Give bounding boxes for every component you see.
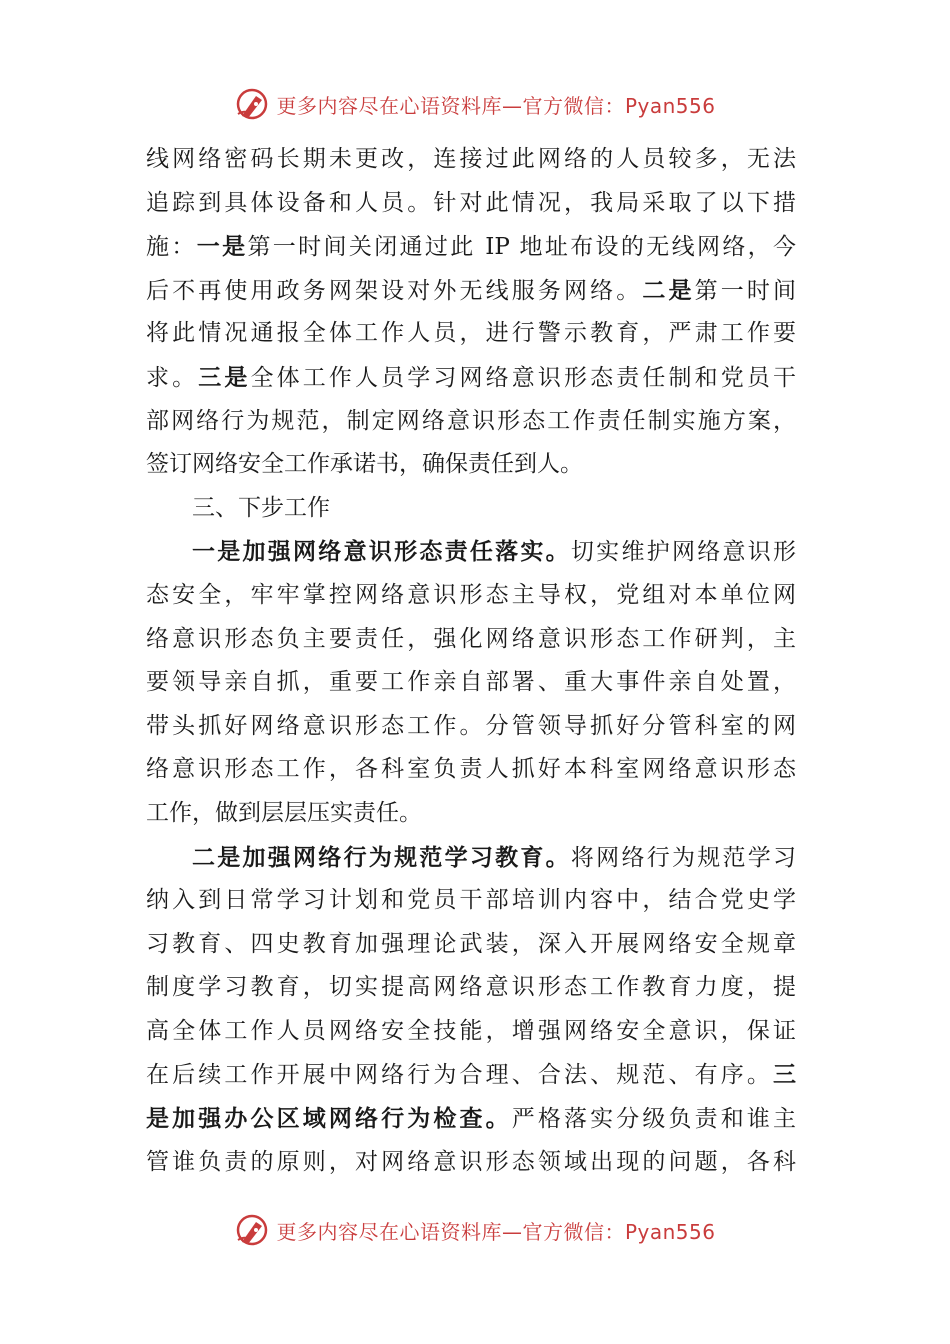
text-line: 工作，做到层层压实责任。 (146, 799, 422, 826)
watermark-text: 更多内容尽在心语资料库—官方微信：Pyan556 (276, 1219, 716, 1244)
text-line: 将此情况通报全体工作人员，进行警示教育，严肃工作要 (146, 320, 796, 347)
text-line: 高全体工作人员网络安全技能，增强网络安全意识，保证 (146, 1017, 796, 1044)
text-line: 要领导亲自抓，重要工作亲自部署、重大事件亲自处置， (146, 669, 796, 696)
text-line: 制度学习教育，切实提高网络意识形态工作教育力度，提 (146, 974, 796, 1001)
text-line: 线网络密码长期未更改，连接过此网络的人员较多，无法 (146, 146, 796, 172)
text-line: 后不再使用政务网架设对外无线服务网络。二是第一时间 (146, 276, 796, 304)
text-line: 二是加强网络行为规范学习教育。将网络行为规范学习 (192, 843, 797, 871)
text-line: 求。三是全体工作人员学习网络意识形态责任制和党员干 (146, 363, 796, 391)
text-line: 追踪到具体设备和人员。针对此情况，我局采取了以下措 (146, 189, 796, 216)
text-line: 带头抓好网络意识形态工作。分管领导抓好分管科室的网 (146, 712, 796, 739)
section-heading: 三、下步工作 (192, 494, 330, 521)
text-line: 管谁负责的原则，对网络意识形态领域出现的问题，各科 (146, 1148, 796, 1175)
text-line: 络意识形态负主要责任，强化网络意识形态工作研判，主 (146, 625, 796, 652)
pen-nib-logo-icon (234, 86, 270, 122)
text-line: 络意识形态工作，各科室负责人抓好本科室网络意识形态 (146, 756, 796, 783)
text-line: 签订网络安全工作承诺书，确保责任到人。 (146, 451, 583, 478)
pen-nib-logo-icon (234, 1212, 270, 1248)
text-line: 是加强办公区域网络行为检查。严格落实分级负责和谁主 (146, 1105, 796, 1133)
text-line: 态安全，牢牢掌控网络意识形态主导权，党组对本单位网 (146, 581, 796, 608)
text-line: 纳入到日常学习计划和党员干部培训内容中，结合党史学 (146, 887, 796, 914)
text-line: 习教育、四史教育加强理论武装，深入开展网络安全规章 (146, 930, 796, 957)
text-line: 部网络行为规范，制定网络意识形态工作责任制实施方案， (146, 407, 796, 434)
text-line: 施：一是第一时间关闭通过此 IP 地址布设的无线网络，今 (146, 233, 797, 261)
watermark-banner-bottom (0, 1208, 950, 1252)
text-line: 在后续工作开展中网络行为合理、合法、规范、有序。三 (146, 1061, 796, 1089)
watermark-banner-top (0, 82, 950, 126)
text-line: 一是加强网络意识形态责任落实。切实维护网络意识形 (192, 538, 797, 566)
document-body (146, 138, 796, 1184)
watermark-text: 更多内容尽在心语资料库—官方微信：Pyan556 (276, 93, 716, 118)
